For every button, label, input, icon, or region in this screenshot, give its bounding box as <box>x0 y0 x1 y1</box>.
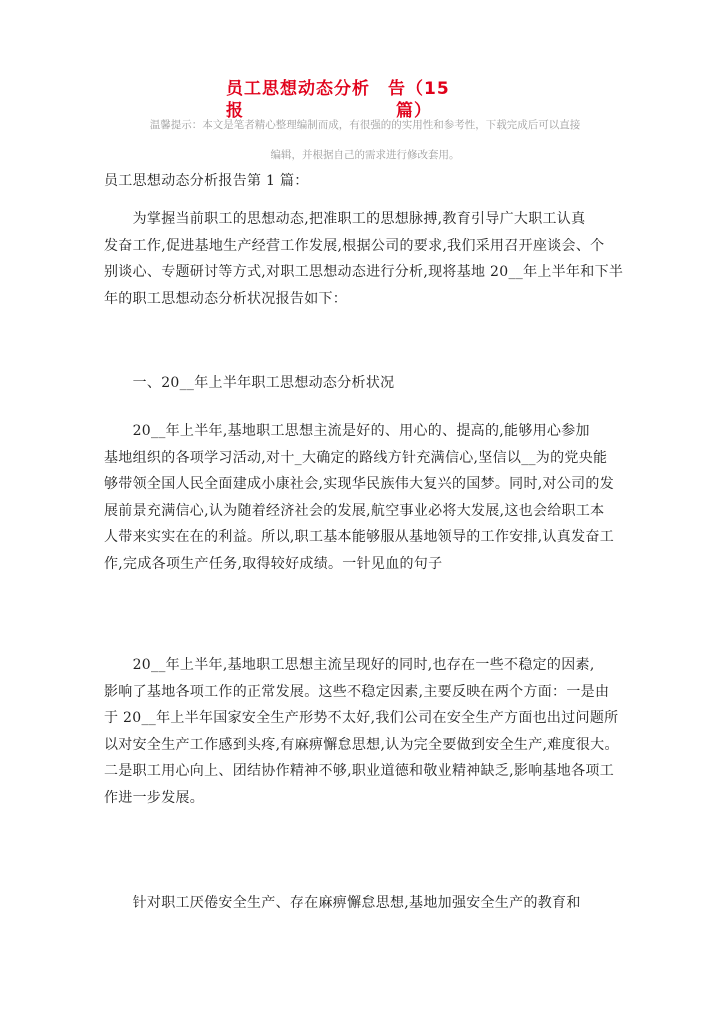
paragraph-3 <box>104 652 644 811</box>
subtitle <box>104 168 644 195</box>
paragraph-line: 以对安全生产工作感到头疼,有麻痹懈怠思想,认为完全要做到安全生产,难度很大。 <box>104 736 619 753</box>
title-part-3: 报 <box>226 101 244 121</box>
paragraph-line: 影响了基地各项工作的正常发展。这些不稳定因素,主要反映在两个方面：一是由 <box>104 683 610 700</box>
section-heading-1 <box>104 370 644 397</box>
paragraph-line: 二是职工用心向上、团结协作精神不够,职业道德和敬业精神缺乏,影响基地各项工 <box>104 763 614 779</box>
paragraph-line: 针对职工厌倦安全生产、存在麻痹懈怠思想,基地加强安全生产的教育和 <box>104 895 581 911</box>
paragraph-1 <box>104 206 644 312</box>
paragraph-line: 年的职工思想动态分析状况报告如下： <box>104 290 348 307</box>
paragraph-line: 作进一步发展。 <box>104 789 205 806</box>
paragraph-line: 展前景充满信心,认为随着经济社会的发展,航空事业必将大发展,这也会给职工本 <box>104 502 605 519</box>
paragraph-line: 发奋工作,促进基地生产经营工作发展,根据公司的要求,我们采用召开座谈会、个 <box>104 237 605 254</box>
section-heading-text: 一、20__年上半年职工思想动态分析状况 <box>104 375 395 391</box>
paragraph-line: 人带来实实在在的利益。所以,职工基本能够服从基地领导的工作安排,认真发奋工 <box>104 529 614 545</box>
notice-line-2: 编辑，并根据自己的需求进行修改套用。 <box>270 149 460 161</box>
paragraph-line: 够带领全国人民全面建成小康社会,实现华民族伟大复兴的国梦。同时,对公司的发 <box>104 476 614 492</box>
paragraph-line: 20__年上半年,基地职工思想主流是好的、用心的、提高的,能够用心参加 <box>104 423 590 439</box>
notice-line-1: 温馨提示：本文是笔者精心整理编制而成，有很强的的实用性和参考性，下载完成后可以直接 <box>149 119 581 131</box>
paragraph-line: 基地组织的各项学习活动,对十_大确定的路线方针充满信心,坚信以__为的党央能 <box>104 449 608 466</box>
title-part-2: 告（15 <box>388 79 450 99</box>
paragraph-line: 作,完成各项生产任务,取得较好成绩。一针见血的句子 <box>104 555 443 572</box>
paragraph-line: 于 20__年上半年国家安全生产形势不太好,我们公司在安全生产方面也出过问题所 <box>104 710 619 726</box>
paragraph-line: 20__年上半年,基地职工思想主流呈现好的同时,也存在一些不稳定的因素, <box>104 657 595 673</box>
paragraph-line: 为掌握当前职工的思想动态,把准职工的思想脉搏,教育引导广大职工认真 <box>104 211 586 227</box>
title-part-1: 员工思想动态分析 <box>226 79 370 99</box>
paragraph-line: 别谈心、专题研讨等方式,对职工思想动态进行分析,现将基地 20__年上半年和下半 <box>104 264 624 280</box>
paragraph-2 <box>104 418 644 577</box>
notice-text <box>105 110 625 170</box>
paragraph-4 <box>104 890 644 917</box>
subtitle-text: 员工思想动态分析报告第 1 篇： <box>104 173 309 189</box>
title-part-4: 篇） <box>396 101 432 121</box>
